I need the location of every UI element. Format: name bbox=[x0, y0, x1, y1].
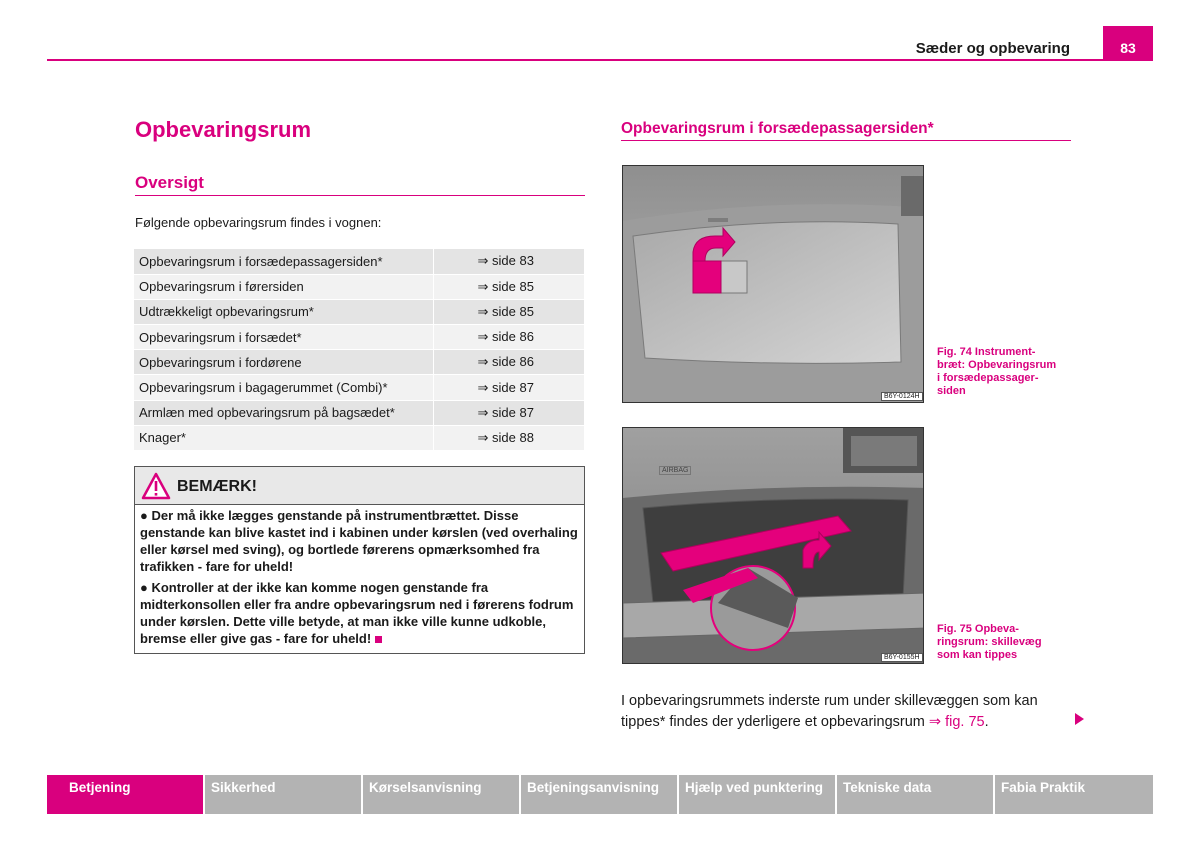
table-cell-ref[interactable]: ⇒ side 87 bbox=[433, 375, 584, 400]
figure-74-caption: Fig. 74 Instrument- bræt: Opbevaringsrum i forsædepassager- siden bbox=[937, 346, 1057, 397]
figure-75-caption: Fig. 75 Opbeva- ringsrum: skillevæg som kan tippes bbox=[937, 623, 1042, 661]
table-row bbox=[134, 375, 584, 400]
table-row bbox=[134, 350, 584, 375]
table-cell-item: Knager* bbox=[134, 425, 433, 450]
tab-betjeningsanvisning[interactable]: Betjeningsanvisning bbox=[521, 775, 679, 814]
notice-body bbox=[135, 505, 584, 647]
glovebox-closed-illustration bbox=[623, 166, 924, 403]
continue-arrow-icon bbox=[1075, 713, 1084, 725]
tab-korselsanvisning[interactable]: Kørselsanvisning bbox=[363, 775, 521, 814]
airbag-label: AIRBAG bbox=[659, 466, 691, 475]
intro-text: Følgende opbevaringsrum findes i vognen: bbox=[135, 215, 382, 230]
tab-betjening[interactable]: Betjening bbox=[47, 775, 205, 814]
end-marker-icon bbox=[375, 636, 382, 643]
body-paragraph: I opbevaringsrummets inderste rum under skillevæggen som kan tippes* findes der yderligere et opbevaringsrum ⇒ fig. 75. bbox=[621, 693, 1038, 730]
warning-triangle-icon bbox=[141, 472, 171, 500]
footer-nav bbox=[47, 775, 1153, 814]
tab-hjaelp-ved-punktering[interactable]: Hjælp ved punktering bbox=[679, 775, 837, 814]
table-cell-ref[interactable]: ⇒ side 88 bbox=[433, 425, 584, 450]
header-rule bbox=[47, 59, 1153, 61]
table-cell-item: Opbevaringsrum i forsædepassagersiden* bbox=[134, 249, 433, 274]
table-cell-ref[interactable]: ⇒ side 86 bbox=[433, 350, 584, 375]
tab-sikkerhed[interactable]: Sikkerhed bbox=[205, 775, 363, 814]
figure-link[interactable]: ⇒ fig. 75 bbox=[928, 714, 985, 730]
table-cell-item: Opbevaringsrum i bagagerummet (Combi)* bbox=[134, 375, 433, 400]
table-cell-ref[interactable]: ⇒ side 86 bbox=[433, 325, 584, 350]
notice-header bbox=[135, 467, 584, 505]
table-row bbox=[134, 325, 584, 350]
table-row bbox=[134, 425, 584, 450]
table-cell-item: Udtrækkeligt opbevaringsrum* bbox=[134, 299, 433, 324]
table-cell-item: Opbevaringsrum i forsædet* bbox=[134, 325, 433, 350]
table-cell-item: Armlæn med opbevaringsrum på bagsædet* bbox=[134, 400, 433, 425]
table-cell-ref[interactable]: ⇒ side 85 bbox=[433, 299, 584, 324]
right-heading: Opbevaringsrum i forsædepassagersiden* bbox=[621, 120, 1071, 141]
figure-code: B6Y-0124H bbox=[881, 392, 923, 401]
tab-fabia-praktik[interactable]: Fabia Praktik bbox=[995, 775, 1153, 814]
figure-74-image bbox=[622, 165, 924, 403]
warning-notice bbox=[134, 466, 585, 654]
table-row bbox=[134, 299, 584, 324]
sub-heading: Oversigt bbox=[135, 173, 585, 196]
notice-title: BEMÆRK! bbox=[177, 478, 257, 495]
section-title: Sæder og opbevaring bbox=[915, 40, 1070, 57]
table-cell-ref[interactable]: ⇒ side 87 bbox=[433, 400, 584, 425]
main-heading: Opbevaringsrum bbox=[135, 117, 312, 142]
table-cell-item: Opbevaringsrum i fordørene bbox=[134, 350, 433, 375]
overview-table bbox=[134, 249, 584, 451]
figure-75-image bbox=[622, 427, 924, 664]
page-number: 83 bbox=[1103, 26, 1153, 60]
glovebox-open-illustration bbox=[623, 428, 924, 664]
tab-tekniske-data[interactable]: Tekniske data bbox=[837, 775, 995, 814]
table-row bbox=[134, 400, 584, 425]
table-row bbox=[134, 274, 584, 299]
notice-item: ● Der må ikke lægges genstande på instrumentbrættet. Disse genstande kan blive kastet ind i kabinen under kørslen (ved overhaling eller kørsel med sving), og bortlede førerens opmærksomhed fra trafikken - fare for uheld! bbox=[140, 508, 578, 574]
table-cell-ref[interactable]: ⇒ side 85 bbox=[433, 274, 584, 299]
table-row bbox=[134, 249, 584, 274]
figure-code: B6Y-0155H bbox=[881, 653, 923, 662]
table-cell-ref[interactable]: ⇒ side 83 bbox=[433, 249, 584, 274]
notice-item: ● Kontroller at der ikke kan komme nogen genstande fra midterkonsollen eller fra andre opbevaringsrum ned i førerens fodrum under kørslen. Dette ville betyde, at man ikke ville kunne udkoble, bremse eller give gas - fare for uheld! bbox=[140, 580, 574, 646]
table-cell-item: Opbevaringsrum i førersiden bbox=[134, 274, 433, 299]
